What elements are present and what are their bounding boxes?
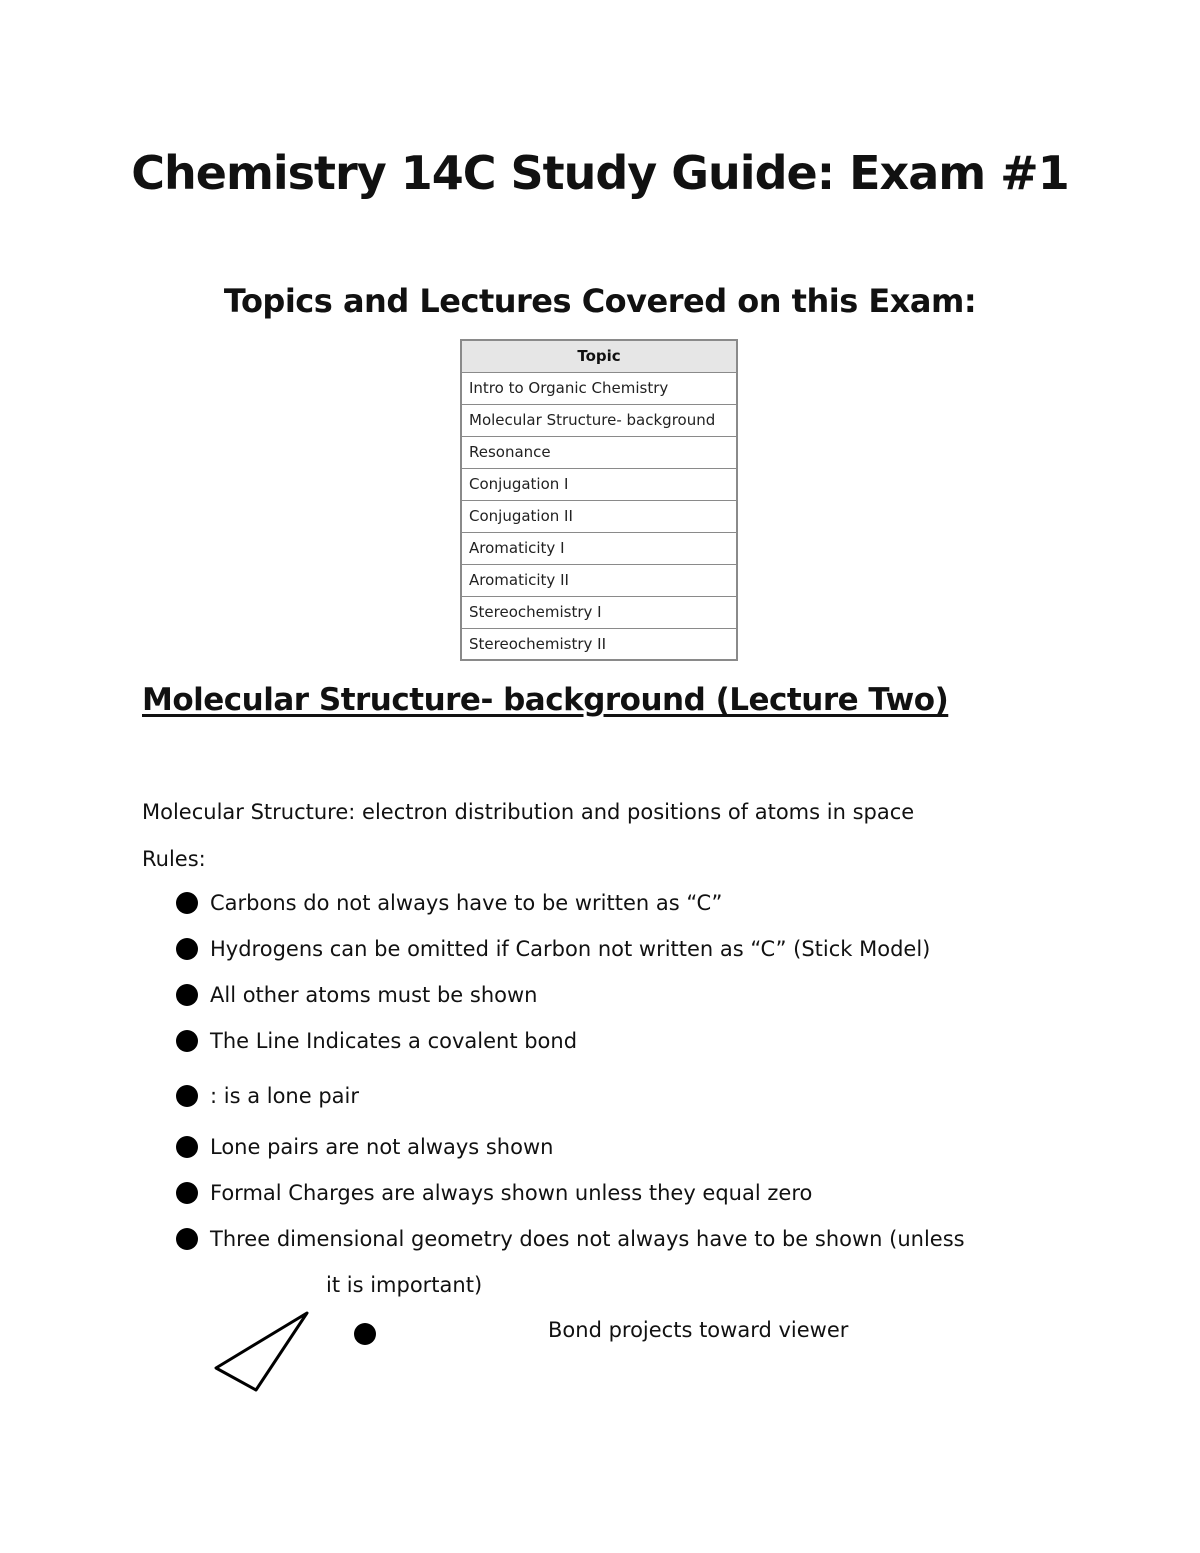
bullet-icon	[176, 1136, 198, 1158]
bullet-icon	[354, 1323, 376, 1345]
list-item	[176, 1227, 965, 1251]
list-item	[176, 1181, 812, 1205]
rule-text: Hydrogens can be omitted if Carbon not written as “C” (Stick Model)	[210, 937, 931, 961]
bullet-icon	[176, 892, 198, 914]
rule-text: : is a lone pair	[210, 1084, 359, 1108]
definition-text: Molecular Structure: electron distribution and positions of atoms in space	[142, 800, 915, 824]
rule-text: Three dimensional geometry does not always have to be shown (unless	[210, 1227, 965, 1251]
wedge-description: Bond projects toward viewer	[548, 1318, 849, 1342]
table-row	[461, 404, 737, 436]
table-cell: Molecular Structure- background	[461, 404, 737, 436]
table-cell: Resonance	[461, 436, 737, 468]
bullet-icon	[176, 1085, 198, 1107]
section-heading: Molecular Structure- background (Lecture Two)	[142, 682, 949, 718]
table-row	[461, 628, 737, 660]
page-title: Chemistry 14C Study Guide: Exam #1	[131, 146, 1069, 200]
list-item	[176, 1084, 359, 1108]
topic-table	[460, 339, 738, 661]
rule-text: All other atoms must be shown	[210, 983, 538, 1007]
bullet-icon	[176, 984, 198, 1006]
table-cell: Aromaticity I	[461, 532, 737, 564]
rule-text: Lone pairs are not always shown	[210, 1135, 554, 1159]
bullet-icon	[176, 1182, 198, 1204]
rule-continuation-text: it is important)	[326, 1273, 483, 1297]
list-item	[176, 983, 537, 1007]
table-row	[461, 564, 737, 596]
rule-text: The Line Indicates a covalent bond	[210, 1029, 578, 1053]
table-row	[461, 596, 737, 628]
table-row	[461, 500, 737, 532]
rule-text: Carbons do not always have to be written as “C”	[210, 891, 723, 915]
table-header-topic: Topic	[461, 340, 737, 372]
rule-text: Formal Charges are always shown unless they equal zero	[210, 1181, 813, 1205]
table-cell: Aromaticity II	[461, 564, 737, 596]
list-item	[176, 1135, 553, 1159]
list-item	[176, 1029, 577, 1053]
table-cell: Intro to Organic Chemistry	[461, 372, 737, 404]
list-item	[176, 891, 722, 915]
table-cell: Stereochemistry II	[461, 628, 737, 660]
table-cell: Conjugation II	[461, 500, 737, 532]
bullet-icon	[176, 938, 198, 960]
table-cell: Conjugation I	[461, 468, 737, 500]
rules-label: Rules:	[142, 847, 206, 871]
wedge-bond-icon	[212, 1310, 312, 1394]
list-item	[176, 937, 930, 961]
table-row	[461, 468, 737, 500]
topics-heading: Topics and Lectures Covered on this Exam:	[223, 282, 977, 320]
table-row	[461, 436, 737, 468]
bullet-icon	[176, 1228, 198, 1250]
table-row	[461, 532, 737, 564]
bullet-icon	[176, 1030, 198, 1052]
table-header-row	[461, 340, 737, 372]
table-row	[461, 372, 737, 404]
table-cell: Stereochemistry I	[461, 596, 737, 628]
